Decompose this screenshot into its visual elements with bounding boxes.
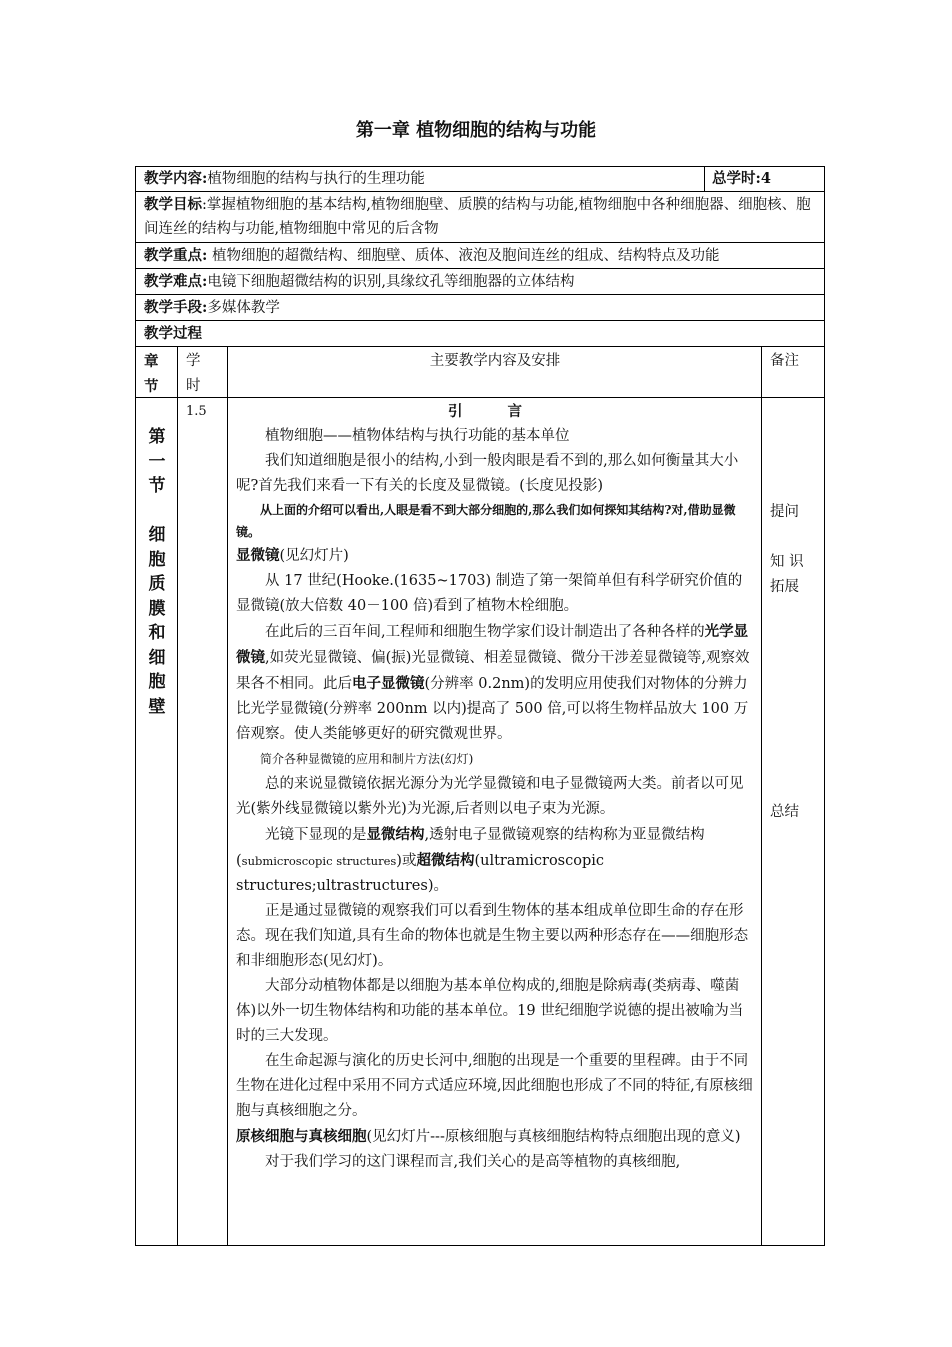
section-char: 膜: [148, 598, 166, 619]
column-header-row: [136, 347, 824, 398]
ultrastructure-term: 超微结构: [416, 852, 475, 869]
content-value: 植物细胞的结构与执行的生理功能: [207, 171, 425, 187]
key-row: [136, 243, 824, 269]
content-p4-rest: (见幻灯片): [279, 548, 349, 564]
remark-question: 提问: [770, 504, 799, 520]
content-p6-a: 在此后的三百年间,工程师和细胞生物学家们设计制造出了各种各样的: [265, 624, 705, 640]
difficulty-label: 教学难点:: [144, 273, 208, 290]
microstructure-term: 显微结构: [366, 826, 425, 843]
content-p9-g: (ultramicroscopic structures;ultrastructures)。: [236, 853, 605, 894]
page-title: 第一章 植物细胞的结构与功能: [355, 120, 597, 141]
section-char: 胞: [148, 672, 166, 692]
col-main: 主要教学内容及安排: [429, 353, 561, 369]
lesson-plan-table: [135, 166, 825, 1246]
main-content: [236, 399, 754, 1175]
col-chapter-1: 章: [144, 353, 159, 370]
key-value: 植物细胞的超微结构、细胞壁、质体、液泡及胞间连丝的组成、结构特点及功能: [211, 248, 720, 264]
content-label: 教学内容:: [144, 170, 208, 187]
content-p1: 植物细胞——植物体结构与执行功能的基本单位: [265, 428, 570, 444]
col-hours-1: 学: [186, 353, 201, 369]
content-p8: 总的来说显微镜依据光源分为光学显微镜和电子显微镜两大类。前者以可见光(紫外线显微镜以紫外光)为光源,后者则以电子束为光源。: [236, 776, 744, 817]
content-p6: [236, 619, 754, 747]
remark-knowledge: 知 识: [770, 554, 804, 570]
section-char: [142, 499, 172, 524]
col-hours-2: 时: [186, 378, 201, 394]
process-label: 教学过程: [144, 325, 202, 342]
content-p12: 在生命起源与演化的历史长河中,细胞的出现是一个重要的里程碑。由于不同生物在进化过程中采用不同方式适应环境,因此细胞也形成了不同的特征,有原核细胞与真核细胞之分。: [236, 1053, 753, 1119]
section-char: 胞: [148, 549, 166, 570]
content-p2: 我们知道细胞是很小的结构,小到一般肉眼是看不到的,那么如何衡量其大小呢?首先我们来看一下有关的长度及显微镜。(长度见投影): [236, 453, 739, 494]
means-value: 多媒体教学: [207, 300, 280, 316]
section-title: [142, 425, 172, 719]
content-p10: 正是通过显微镜的观察我们可以看到生物体的基本组成单位即生命的存在形态。现在我们知道,具有生命的物体也就是生物主要以两种形态存在——细胞形态和非细胞形态(见幻灯)。: [236, 903, 749, 969]
total-hours-label: 总学时:: [712, 170, 761, 187]
total-hours-value: 4: [760, 170, 771, 187]
content-p13: [236, 1124, 754, 1150]
content-p3: 从上面的介绍可以看出,人眼是看不到大部分细胞的,那么我们如何探知其结构?对,借助显微镜。: [236, 503, 736, 539]
content-p14: 对于我们学习的这门课程而言,我们关心的是高等植物的真核细胞,: [265, 1154, 681, 1170]
content-p4: [236, 543, 754, 569]
section-char: 节: [148, 476, 166, 496]
section-char: 质: [148, 574, 166, 594]
content-p13-rest: (见幻灯片---原核细胞与真核细胞结构特点细胞出现的意义): [366, 1129, 741, 1145]
goal-row: [136, 192, 824, 243]
cell-types-term: 原核细胞与真核细胞: [236, 1128, 367, 1145]
goal-value: :掌握植物细胞的基本结构,植物细胞壁、质膜的结构与功能,植物细胞中各种细胞器、细胞核、胞间连丝的结构与功能,植物细胞中常见的后含物: [144, 197, 811, 237]
difficulty-row: [136, 269, 824, 295]
section-char: 壁: [148, 696, 166, 717]
remark-summary: 总结: [770, 804, 799, 820]
section-char: 细: [148, 647, 166, 668]
section-char: 第: [148, 427, 166, 447]
content-heading: 引 言: [447, 403, 543, 420]
electron-microscope-term: 电子显微镜: [352, 675, 425, 692]
content-row: [136, 167, 824, 192]
optical-microscope-term: 光学显微镜: [236, 623, 749, 666]
content-p9-e: )或: [396, 853, 417, 869]
process-row: [136, 321, 824, 347]
content-p9-a: 光镜下显现的是: [265, 827, 367, 843]
col-remarks: 备注: [770, 353, 799, 369]
goal-label: 教学目标: [144, 196, 202, 213]
content-p6-e: (分辨率 0.2nm)的发明应用使我们对物体的分辨力比光学显微镜(分辨率 200nm 以内)提高了 500 倍,可以将生物样品放大 100 万倍观察。使人类能够更好的研究微观世界。: [236, 676, 749, 742]
content-p9-d: submicroscopic structures: [241, 854, 397, 868]
difficulty-value: 电镜下细胞超微结构的识别,具缘纹孔等细胞器的立体结构: [207, 274, 575, 290]
remark-extension: 拓展: [770, 579, 799, 595]
content-p7: 简介各种显微镜的应用和制片方法(幻灯): [260, 752, 474, 766]
col-chapter-2: 节: [144, 378, 159, 395]
section-hours: 1.5: [186, 404, 207, 419]
section-char: 细: [148, 525, 166, 545]
means-row: [136, 295, 824, 321]
means-label: 教学手段:: [144, 299, 208, 316]
microscope-term: 显微镜: [236, 547, 280, 564]
content-p11: 大部分动植物体都是以细胞为基本单位构成的,细胞是除病毒(类病毒、噬菌体)以外一切生物体结构和功能的基本单位。19 世纪细胞学说德的提出被喻为当时的三大发现。: [236, 978, 744, 1044]
content-p6-c: ,如荧光显微镜、偏(振)光显微镜、相差显微镜、微分干涉差显微镜等,观察效果各不相同。此后: [236, 650, 750, 692]
section-char: 和: [148, 623, 166, 643]
section-char: 一: [148, 451, 166, 472]
content-p5: 从 17 世纪(Hooke.(1635~1703) 制造了第一架简单但有科学研究价值的显微镜(放大倍数 40－100 倍)看到了植物木栓细胞。: [236, 573, 743, 614]
content-p9-c: ,透射电子显微镜观察的结构称为亚显微结构(: [236, 827, 705, 869]
key-label: 教学重点:: [144, 247, 208, 264]
remarks-column: [762, 347, 824, 1245]
content-p9: [236, 822, 754, 899]
